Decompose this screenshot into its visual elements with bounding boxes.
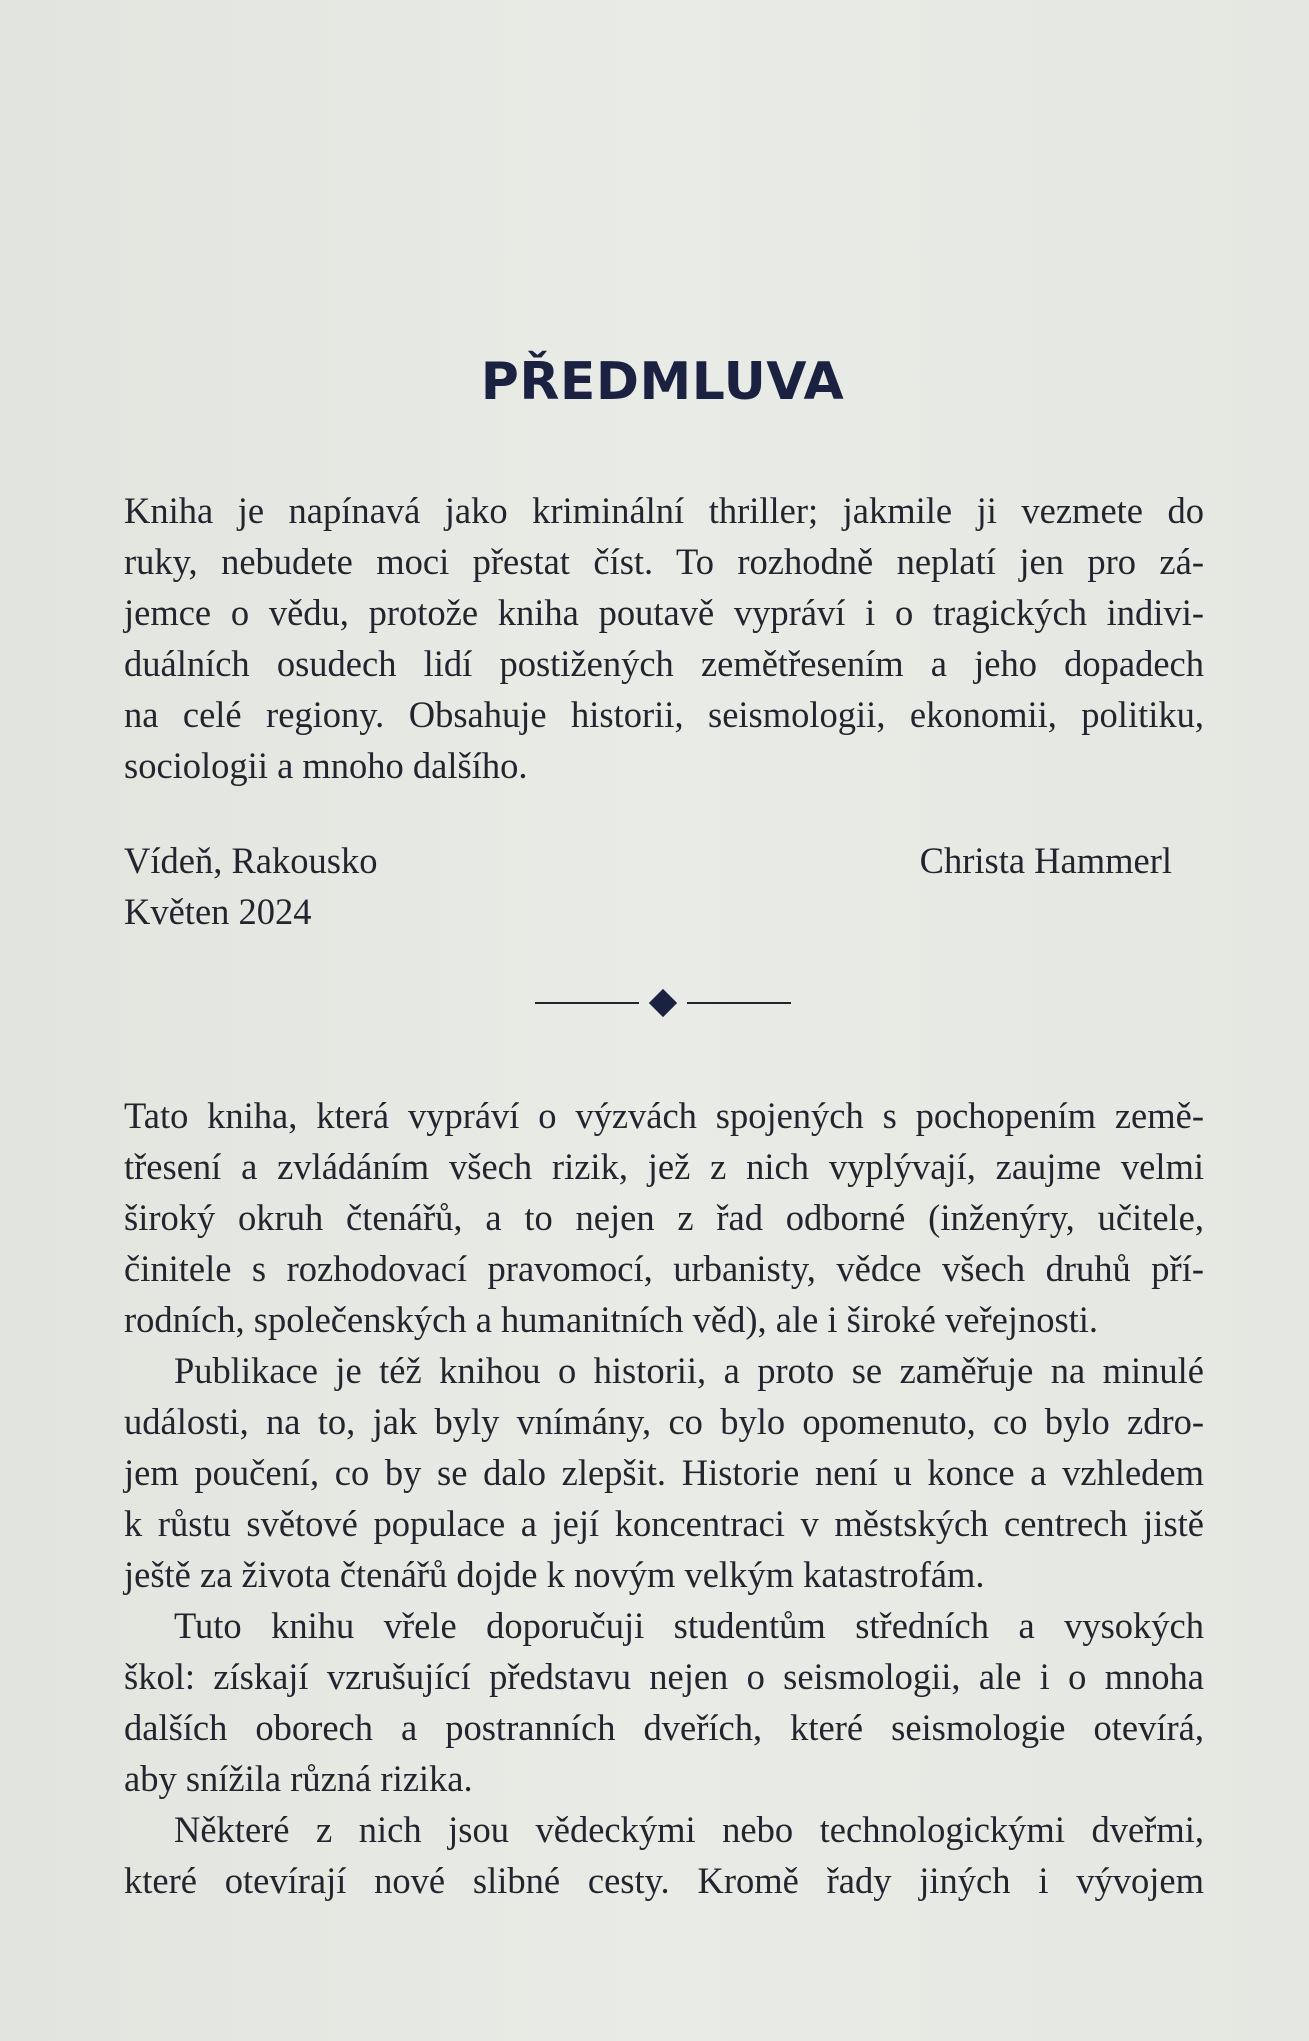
text-line: rodních, společenských a humanitních věd), ale i široké veřejnosti.: [124, 1299, 1099, 1340]
text-line: Tuto knihu vřele doporučuji studentům středních a vysokých: [174, 1605, 1204, 1646]
text-line: jemce o vědu, protože kniha poutavě vypráví i o tragických indivi-: [124, 592, 1204, 633]
diamond-icon: [648, 989, 676, 1017]
divider-rule-left: [535, 1002, 639, 1004]
text-line: jem poučení, co by se dalo zlepšit. Historie není u konce a vzhledem: [124, 1452, 1204, 1493]
body-text: [124, 1090, 1204, 1906]
signature-date: Květen 2024: [124, 891, 312, 932]
signature-place-date: [124, 835, 377, 937]
text-line: k růstu světové populace a její koncentraci v městských centrech jistě: [124, 1503, 1204, 1544]
text-line: Některé z nich jsou vědeckými nebo technologickými dveřmi,: [174, 1809, 1204, 1850]
text-line: události, na to, jak byly vnímány, co bylo opomenuto, co bylo zdro-: [124, 1401, 1204, 1442]
text-line: třesení a zvládáním všech rizik, jež z nich vyplývají, zaujme velmi: [124, 1146, 1204, 1187]
divider-rule-right: [687, 1002, 791, 1004]
page-title: PŘEDMLUVA: [480, 352, 845, 412]
text-line: duálních osudech lidí postižených zemětřesením a jeho dopadech: [124, 643, 1204, 684]
text-line: sociologii a mnoho dalšího.: [124, 745, 528, 786]
text-line: činitele s rozhodovací pravomocí, urbanisty, vědce všech druhů pří-: [124, 1248, 1204, 1289]
text-line: škol: získají vzrušující představu nejen o seismologii, ale i o mnoha: [124, 1656, 1204, 1697]
text-line: Tato kniha, která vypráví o výzvách spojených s pochopením země-: [124, 1095, 1204, 1136]
signature-author: Christa Hammerl: [919, 840, 1172, 881]
text-line: Publikace je též knihou o historii, a proto se zaměřuje na minulé: [174, 1350, 1204, 1391]
text-line: Kniha je napínavá jako kriminální thriller; jakmile ji vezmete do: [124, 490, 1204, 531]
intro-paragraph: [124, 485, 1204, 791]
text-line: ještě za života čtenářů dojde k novým velkým katastrofám.: [124, 1554, 985, 1595]
text-line: na celé regiony. Obsahuje historii, seismologii, ekonomii, politiku,: [124, 694, 1204, 735]
text-line: ruky, nebudete moci přestat číst. To rozhodně neplatí jen pro zá-: [124, 541, 1204, 582]
text-line: aby snížila různá rizika.: [124, 1758, 473, 1799]
section-divider: [0, 993, 1309, 1013]
signature-place: Vídeň, Rakousko: [124, 840, 378, 881]
text-line: dalších oborech a postranních dveřích, které seismologie otevírá,: [124, 1707, 1204, 1748]
text-line: které otevírají nové slibné cesty. Kromě řady jiných i vývojem: [124, 1860, 1204, 1901]
text-line: široký okruh čtenářů, a to nejen z řad odborné (inženýry, učitele,: [124, 1197, 1204, 1238]
